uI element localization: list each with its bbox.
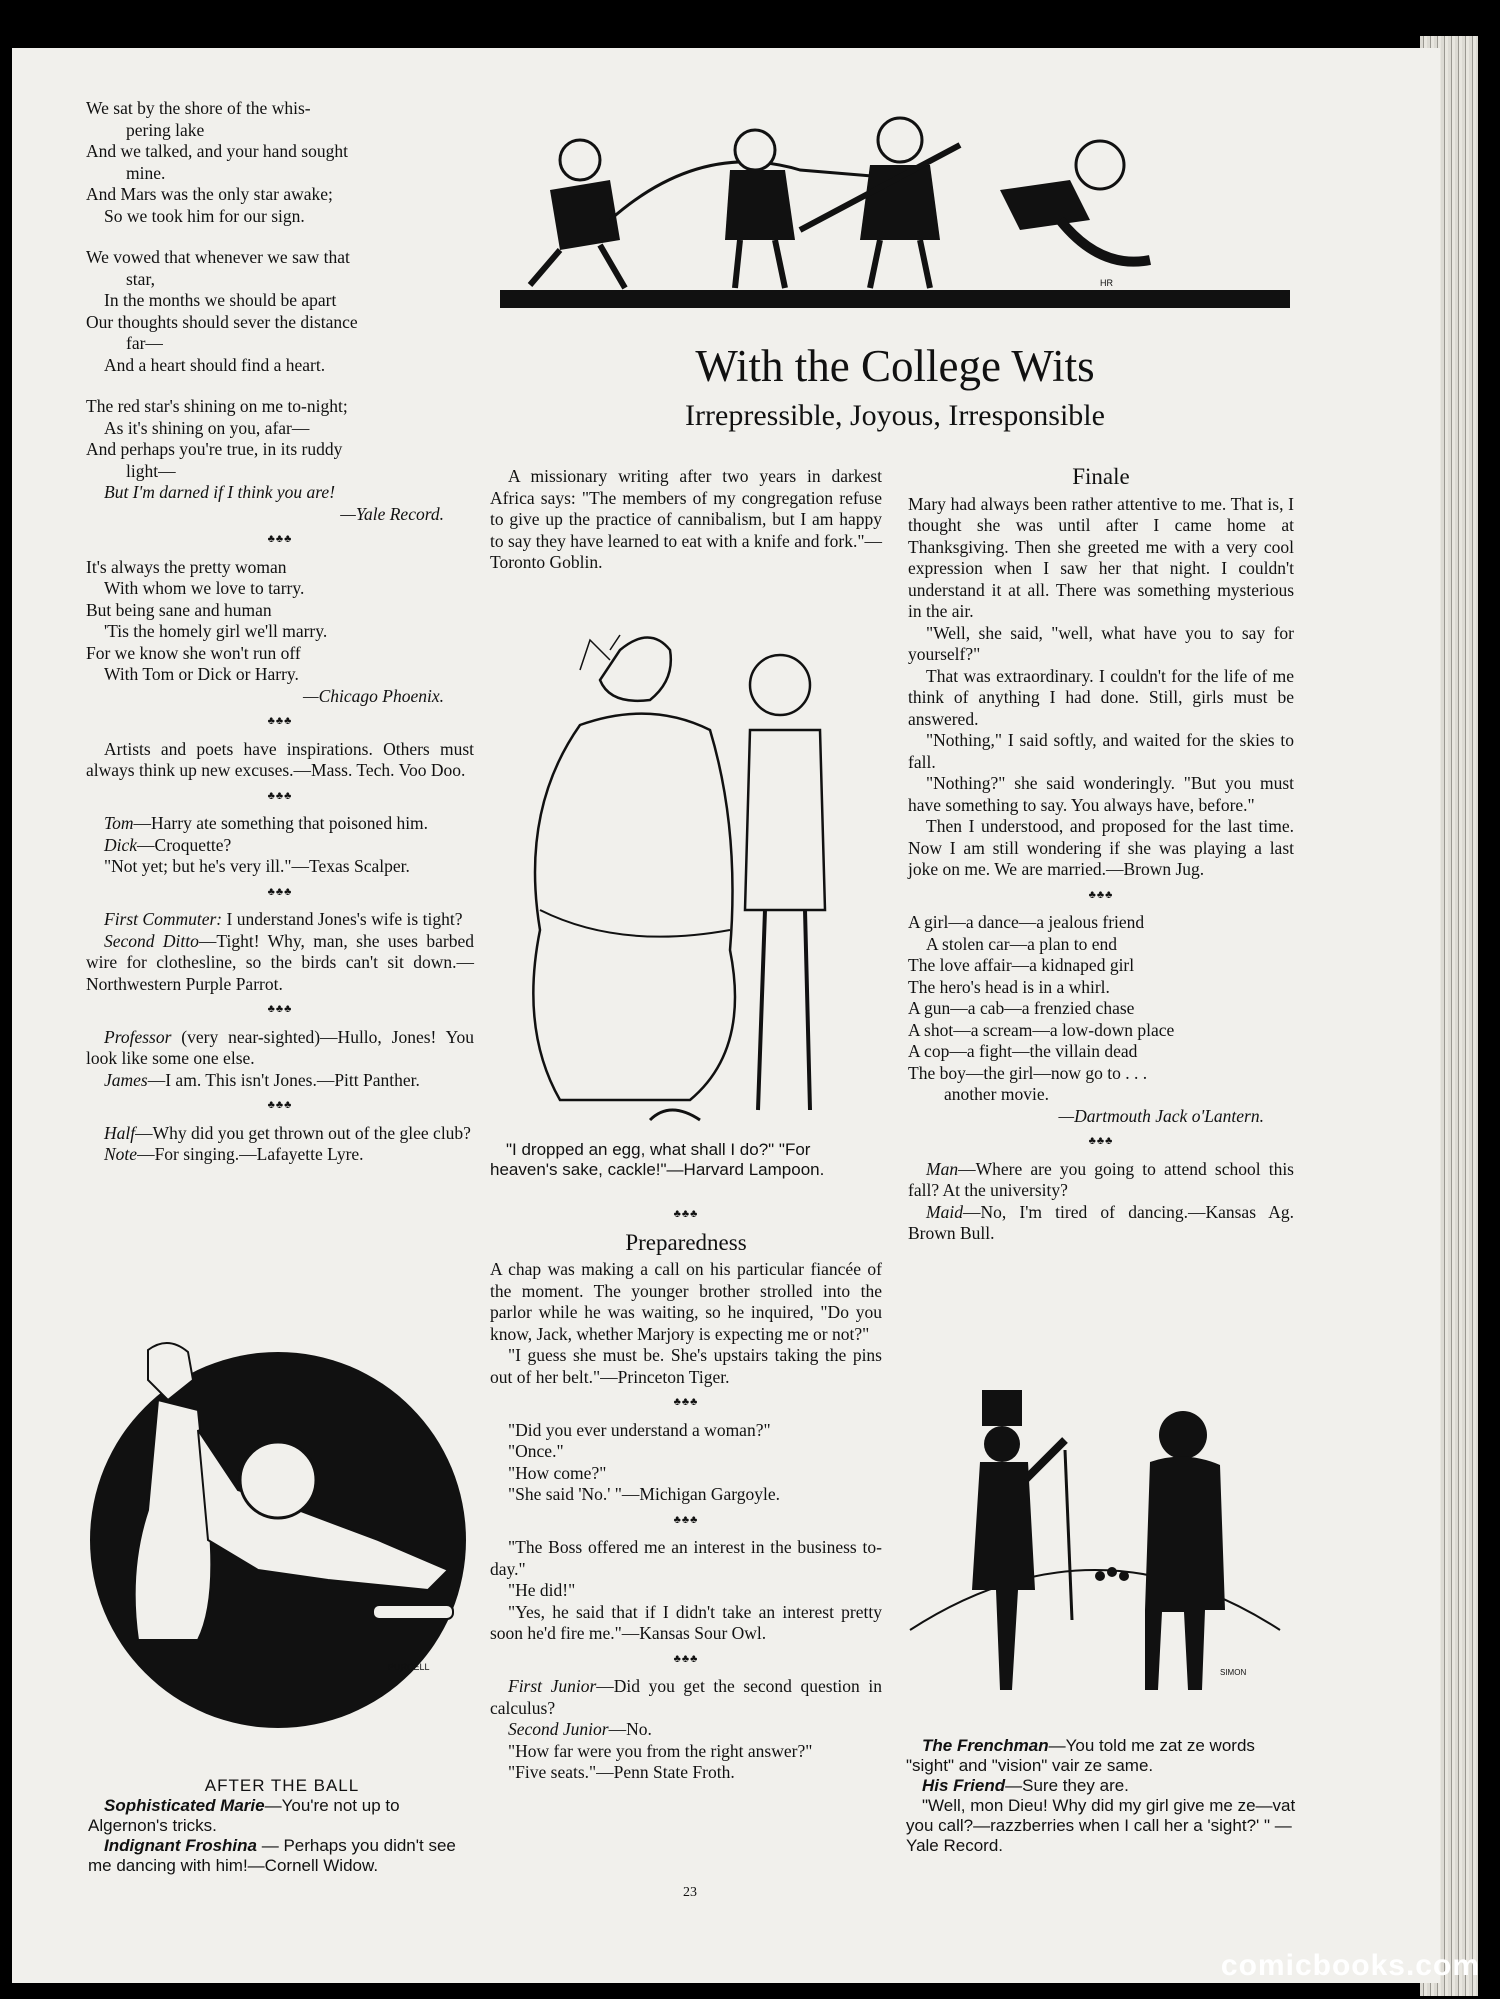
old-man-head bbox=[750, 655, 810, 715]
joke-half bbox=[86, 1123, 474, 1145]
poem-line: A gun—a cab—a frenzied chase bbox=[908, 998, 1135, 1018]
source-credit: —Dartmouth Jack o'Lantern. bbox=[1058, 1105, 1264, 1126]
dialogue: —You told me zat ze words "sight" and "vision" vair ze same. bbox=[906, 1736, 1255, 1775]
friend-head bbox=[1159, 1411, 1207, 1459]
dialogue: "Five seats."—Penn State Froth. bbox=[508, 1762, 735, 1782]
poem-line: But I'm darned if I think you are! bbox=[104, 482, 336, 502]
ornament-divider: ♣♣♣ bbox=[267, 715, 293, 727]
page-number: 23 bbox=[683, 1885, 697, 1900]
egg-cartoon-illustration bbox=[500, 630, 880, 1135]
ornament-divider: ♣♣♣ bbox=[267, 1003, 293, 1015]
poem-line: mine. bbox=[126, 162, 166, 183]
caption-line bbox=[906, 1736, 1298, 1776]
ornament-divider: ♣♣♣ bbox=[673, 1513, 699, 1526]
dialogue: — Perhaps you didn't see me dancing with him!—Cornell Widow. bbox=[88, 1836, 456, 1875]
speaker: Maid bbox=[926, 1201, 963, 1222]
joke-note bbox=[86, 1144, 474, 1166]
story-paragraph: Then I understood, and proposed for the last time. Now I am still wondering if she was playing a last joke on me. We are married.—Brown Jug. bbox=[908, 816, 1294, 879]
poem-line: We sat by the shore of the whis- bbox=[86, 98, 311, 118]
right-column bbox=[908, 466, 1294, 1245]
broken-egg bbox=[650, 1110, 700, 1120]
after-the-ball-caption bbox=[88, 1776, 476, 1876]
story-paragraph: "Well, she said, "well, what have you to say for yourself?" bbox=[908, 622, 1294, 664]
joke-james bbox=[86, 1070, 474, 1092]
poem-line: The hero's head is in a whirl. bbox=[908, 976, 1110, 997]
friend-body bbox=[1145, 1457, 1225, 1690]
ornament-divider: ♣♣♣ bbox=[1088, 888, 1114, 901]
poem-mars bbox=[86, 98, 474, 525]
story-paragraph: "Nothing?" she said wonderingly. "But you must have something to say. You always have, before." bbox=[908, 773, 1294, 815]
dialogue: "How come?" bbox=[508, 1462, 607, 1483]
cane bbox=[1065, 1450, 1072, 1620]
speaker: Second Ditto bbox=[104, 930, 199, 951]
ornament-divider: ♣♣♣ bbox=[1088, 1135, 1114, 1147]
poem-line: A girl—a dance—a jealous friend bbox=[908, 912, 1145, 932]
poem-movie bbox=[908, 912, 1294, 1127]
speaker: First Junior bbox=[508, 1676, 597, 1696]
ornament-divider: ♣♣♣ bbox=[267, 533, 293, 545]
poem-line: another movie. bbox=[944, 1084, 1049, 1104]
joke-maid bbox=[908, 1202, 1294, 1245]
caption-line bbox=[906, 1776, 1298, 1796]
middle-column bbox=[490, 466, 882, 574]
speaker: Indignant Froshina bbox=[104, 1836, 257, 1855]
joke-junior-reply bbox=[490, 1719, 882, 1741]
woman-dress bbox=[533, 714, 735, 1100]
poem-line: A stolen car—a plan to end bbox=[926, 933, 1117, 954]
poem-line: A shot—a scream—a low-down place bbox=[908, 1019, 1175, 1040]
poem-line: As it's shining on you, afar— bbox=[104, 417, 310, 438]
article-subtitle: Irrepressible, Joyous, Irresponsible bbox=[685, 399, 1105, 432]
left-column bbox=[86, 98, 474, 1166]
caption-line: "Well, mon Dieu! Why did my girl give me ze—vat you call?—razzberries when I call her a 'sight?' " — Yale Record. bbox=[906, 1796, 1296, 1855]
joke-tom bbox=[86, 813, 474, 835]
poem-line: But being sane and human bbox=[86, 599, 272, 620]
speaker: James bbox=[104, 1069, 148, 1090]
old-man-legs bbox=[758, 910, 810, 1110]
poem-line: The red star's shining on me to-night; bbox=[86, 396, 348, 416]
section-heading-preparedness: Preparedness bbox=[625, 1229, 747, 1255]
poem-line: With Tom or Dick or Harry. bbox=[104, 664, 299, 684]
dialogue: —Croquette? bbox=[137, 834, 232, 855]
caption-line bbox=[88, 1796, 476, 1836]
source-credit: —Chicago Phoenix. bbox=[303, 685, 444, 706]
story-paragraph: Mary had always been rather attentive to me. That is, I thought she was until after I came home at Thanksgiving. Then she greeted me with a very cool expression when I saw her that night. I couldn't understand it at all. There was something mysterious in the air. bbox=[908, 493, 1294, 621]
dialogue: "I guess she must be. She's upstairs taking the pins out of her belt."—Princeton Tiger. bbox=[490, 1345, 882, 1387]
ornament-divider: ♣♣♣ bbox=[673, 1652, 699, 1665]
joke-man bbox=[908, 1159, 1294, 1202]
caption-text: "I dropped an egg, what shall I do?" "For heaven's sake, cackle!"—Harvard Lampoon. bbox=[490, 1140, 825, 1179]
speaker: Dick bbox=[104, 834, 138, 855]
dialogue: —Sure they are. bbox=[1005, 1776, 1129, 1795]
dialogue: "How far were you from the right answer?" bbox=[508, 1740, 813, 1761]
joke-ditto bbox=[86, 931, 474, 996]
watermark: comicbooks.com bbox=[1220, 1949, 1480, 1982]
joke-missionary: A missionary writing after two years in darkest Africa says: "The members of my congregation refuse to give up the practice of cannibalism, but I am happy to say they have learned to eat with a knife and fork."—Toronto Goblin. bbox=[490, 466, 883, 572]
figure-tug-center bbox=[725, 130, 795, 288]
tiny-figure bbox=[1095, 1571, 1105, 1581]
dialogue: (very near-sighted)—Hullo, Jones! You look like some one else. bbox=[86, 1026, 474, 1068]
speaker: Second Junior bbox=[508, 1719, 609, 1739]
ornament-divider: ♣♣♣ bbox=[267, 885, 293, 898]
dialogue: "Yes, he said that if I didn't take an interest pretty soon he'd fire me."—Kansas Sour Owl. bbox=[490, 1601, 882, 1643]
dialogue: —Did you get the second question in calculus? bbox=[490, 1676, 882, 1718]
tiny-figure bbox=[1107, 1567, 1117, 1577]
speaker: Tom bbox=[104, 813, 134, 833]
poem-line: star, bbox=[126, 268, 155, 289]
section-heading-finale: Finale bbox=[1072, 464, 1130, 489]
poem-line: With whom we love to tarry. bbox=[104, 578, 305, 598]
poem-line: In the months we should be apart bbox=[104, 290, 337, 310]
dialogue: —I am. This isn't Jones.—Pitt Panther. bbox=[147, 1069, 420, 1090]
speaker: First Commuter: bbox=[104, 909, 223, 929]
speaker: His Friend bbox=[922, 1776, 1006, 1795]
ornament-divider: ♣♣♣ bbox=[673, 1396, 699, 1408]
speaker: Man bbox=[926, 1158, 959, 1179]
poem-line: Our thoughts should sever the distance bbox=[86, 311, 358, 332]
dialogue: —You're not up to Algernon's tricks. bbox=[88, 1796, 400, 1835]
dialogue: —Why did you get thrown out of the glee club? bbox=[135, 1122, 471, 1143]
caption-line bbox=[88, 1836, 476, 1876]
dialogue: —Harry ate something that poisoned him. bbox=[133, 813, 429, 833]
dialogue: —No, I'm tired of dancing.—Kansas Ag. Brown Bull. bbox=[908, 1201, 1294, 1243]
ornament-divider: ♣♣♣ bbox=[267, 789, 293, 802]
article-title: With the College Wits bbox=[695, 341, 1095, 391]
tiny-figure bbox=[1119, 1571, 1129, 1581]
poem-line: light— bbox=[126, 460, 176, 481]
speaker: Half bbox=[104, 1122, 136, 1143]
figure-running-left bbox=[530, 140, 625, 288]
source-credit: —Yale Record. bbox=[340, 503, 444, 524]
old-man-coat bbox=[745, 730, 825, 910]
footstool bbox=[373, 1605, 453, 1619]
speaker: Professor bbox=[104, 1026, 172, 1047]
artist-signature: HR bbox=[1100, 278, 1113, 288]
story-paragraph: That was extraordinary. I couldn't for the life of me think of anything I had done. Still, girls must be answered. bbox=[908, 665, 1294, 729]
artist-signature: SIMON bbox=[1220, 1668, 1247, 1677]
poem-line: It's always the pretty woman bbox=[86, 556, 287, 577]
article-header bbox=[500, 340, 1290, 434]
dialogue: "He did!" bbox=[508, 1580, 576, 1600]
poem-line: The love affair—a kidnaped girl bbox=[908, 955, 1135, 975]
caption-title: AFTER THE BALL bbox=[204, 1776, 360, 1795]
poem-line: And perhaps you're true, in its ruddy bbox=[86, 439, 343, 459]
frenchman-caption bbox=[906, 1736, 1298, 1856]
speaker: The Frenchman bbox=[922, 1736, 1049, 1755]
joke-preparedness: A chap was making a call on his particular fiancée of the moment. The younger brother strolled into the parlor while he was waiting, so he inquired, "Do you know, Jack, whether Marjory is expecting me or not?" bbox=[490, 1259, 882, 1344]
poem-line: We vowed that whenever we saw that bbox=[86, 247, 350, 267]
joke-artists: Artists and poets have inspirations. Others must always think up new excuses.—Mass. Tech. Voo Doo. bbox=[86, 738, 474, 780]
joke-dick bbox=[86, 835, 474, 857]
frenchman-head bbox=[984, 1426, 1020, 1462]
dialogue: "Did you ever understand a woman?" bbox=[508, 1419, 771, 1440]
story-paragraph: "Nothing," I said softly, and waited for the skies to fall. bbox=[908, 730, 1294, 772]
middle-column-lower bbox=[490, 1200, 882, 1784]
after-the-ball-illustration bbox=[88, 1340, 474, 1760]
fan bbox=[240, 1442, 316, 1518]
woman-head bbox=[600, 638, 671, 701]
poem-line: And a heart should find a heart. bbox=[104, 354, 326, 375]
dialogue: "Not yet; but he's very ill."—Texas Scalper. bbox=[104, 856, 410, 876]
ornament-divider: ♣♣♣ bbox=[673, 1208, 699, 1220]
top-hat bbox=[982, 1390, 1022, 1426]
banner-ground-bar bbox=[500, 290, 1290, 308]
artist-signature: PURCELL bbox=[388, 1662, 430, 1672]
ornament-divider: ♣♣♣ bbox=[267, 1099, 293, 1111]
frenchman-arm bbox=[1025, 1440, 1065, 1480]
frenchman-silhouette-illustration bbox=[900, 1390, 1290, 1720]
figure-sitting-right bbox=[1000, 141, 1150, 262]
poem-pretty-woman bbox=[86, 557, 474, 708]
college-wits-banner-cartoon bbox=[500, 110, 1290, 310]
frenchman-body bbox=[972, 1462, 1035, 1690]
speaker: Note bbox=[104, 1144, 138, 1164]
joke-commuter bbox=[86, 909, 474, 931]
dialogue: —For singing.—Lafayette Lyre. bbox=[137, 1144, 364, 1164]
poem-line: And we talked, and your hand sought bbox=[86, 141, 348, 161]
joke-junior bbox=[490, 1676, 882, 1719]
poem-line: And Mars was the only star awake; bbox=[86, 184, 333, 204]
dialogue: "Once." bbox=[508, 1441, 564, 1461]
dialogue: —No. bbox=[608, 1719, 652, 1739]
dialogue: —Where are you going to attend school this fall? At the university? bbox=[908, 1158, 1294, 1200]
dialogue: —Tight! Why, man, she uses barbed wire for clothesline, so the birds can't sit down.—Northwestern Purple Parrot. bbox=[86, 930, 474, 994]
figure-bald-man bbox=[860, 118, 940, 288]
poem-line: For we know she won't run off bbox=[86, 642, 301, 663]
dialogue: "The Boss offered me an interest in the business to-day." bbox=[490, 1537, 882, 1579]
dialogue: "She said 'No.' "—Michigan Gargoyle. bbox=[508, 1484, 781, 1504]
poem-line: 'Tis the homely girl we'll marry. bbox=[104, 621, 328, 641]
poem-line: So we took him for our sign. bbox=[104, 205, 305, 226]
poem-line: The boy—the girl—now go to . . . bbox=[908, 1062, 1148, 1083]
poem-line: far— bbox=[126, 333, 163, 353]
poem-line: A cop—a fight—the villain dead bbox=[908, 1041, 1138, 1061]
dialogue: I understand Jones's wife is tight? bbox=[222, 909, 463, 929]
speaker: Sophisticated Marie bbox=[104, 1796, 265, 1815]
egg-cartoon-caption bbox=[490, 1140, 882, 1180]
poem-line: pering lake bbox=[126, 119, 205, 140]
joke-professor bbox=[86, 1027, 474, 1070]
